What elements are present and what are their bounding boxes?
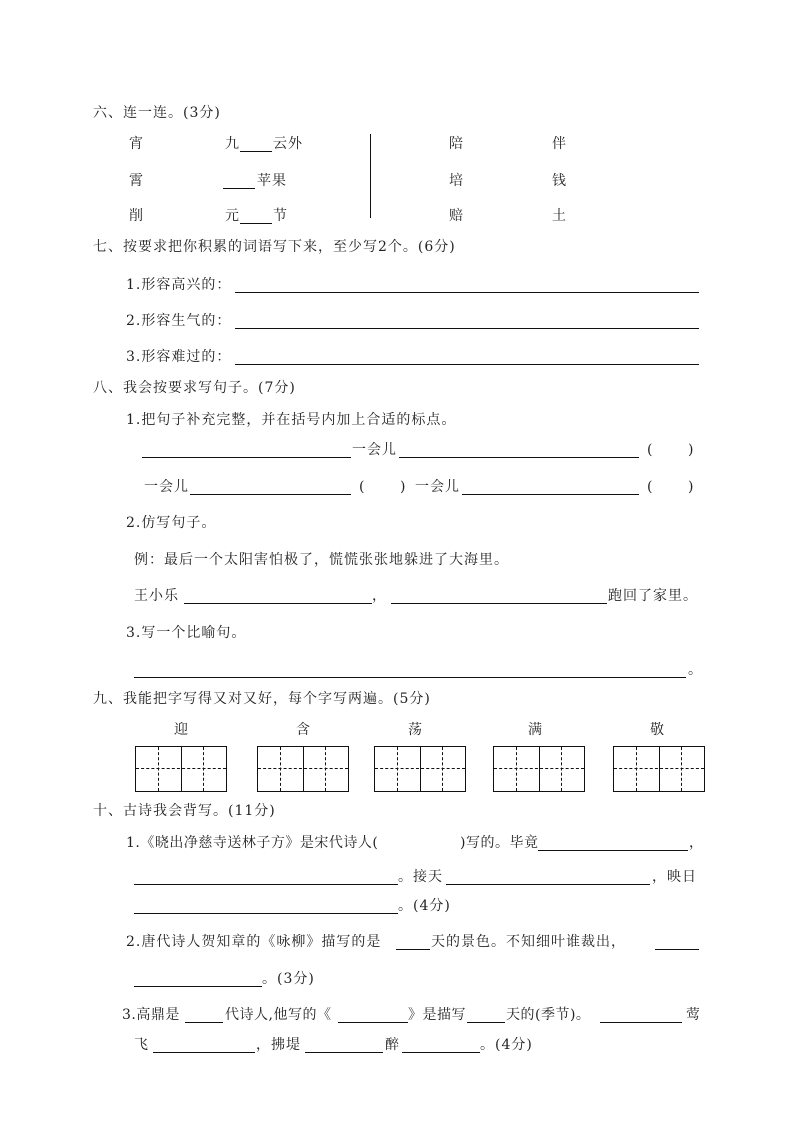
fill-text: 。: [688, 662, 703, 678]
answer-line[interactable]: [134, 986, 262, 987]
paren-close: ): [688, 479, 695, 495]
answer-line[interactable]: [391, 603, 607, 604]
practice-char: 迎: [174, 722, 189, 738]
poem-q3-text: 。(4分): [480, 1037, 533, 1053]
answer-line[interactable]: [538, 850, 688, 851]
writing-grid[interactable]: [135, 746, 227, 792]
phrase-suffix: 苹果: [257, 173, 287, 189]
right-char: 陪: [449, 136, 464, 152]
phrase-prefix: 元: [225, 208, 240, 224]
answer-line[interactable]: [305, 1052, 383, 1053]
answer-line[interactable]: [235, 364, 699, 365]
poem-q1-text: ，: [689, 835, 704, 851]
q2-prompt: 2.仿写句子。: [126, 515, 217, 531]
right-char: 土: [552, 208, 567, 224]
poem-q3-text: 醉: [385, 1037, 400, 1053]
paren-close: ): [400, 479, 407, 495]
answer-line[interactable]: [600, 1022, 682, 1023]
section7-heading: 七、按要求把你积累的词语写下来，至少写2个。(6分): [93, 239, 456, 255]
q1-prompt: 1.把句子补充完整，并在括号内加上合适的标点。: [126, 412, 457, 428]
poem-q3-text: 天的(季节)。: [506, 1007, 591, 1023]
word-prompt: 3.形容难过的：: [126, 349, 232, 365]
fill-text: ，: [372, 588, 387, 604]
poem-q3-text: 》是描写: [408, 1007, 466, 1023]
writing-grid[interactable]: [493, 746, 585, 792]
answer-line[interactable]: [190, 494, 351, 495]
right-char: 伴: [552, 136, 567, 152]
fill-text: 王小乐: [134, 588, 179, 604]
phrase-blank[interactable]: [240, 151, 272, 152]
writing-grid[interactable]: [613, 746, 705, 792]
poem-q3-text: 飞: [134, 1037, 149, 1053]
divider-line: [370, 134, 371, 218]
practice-char: 荡: [408, 722, 423, 738]
paren-open: (: [647, 479, 654, 495]
poem-q1-text: 1.《晓出净慈寺送林子方》是宋代诗人(: [126, 835, 379, 851]
answer-line[interactable]: [134, 913, 398, 914]
poem-q1-text: )写的。毕竟: [460, 835, 539, 851]
answer-line[interactable]: [399, 457, 639, 458]
q2-example: 例：最后一个太阳害怕极了，慌慌张张地躲进了大海里。: [134, 552, 509, 568]
answer-line[interactable]: [467, 1022, 505, 1023]
answer-line[interactable]: [396, 949, 430, 950]
answer-line[interactable]: [402, 1052, 480, 1053]
fill-text: 一会儿: [352, 442, 397, 458]
phrase-blank[interactable]: [223, 188, 255, 189]
practice-char: 含: [296, 722, 311, 738]
practice-char: 敬: [650, 722, 665, 738]
word-prompt: 1.形容高兴的：: [126, 277, 232, 293]
answer-line[interactable]: [134, 677, 686, 678]
fill-text: 跑回了家里。: [608, 588, 698, 604]
answer-line[interactable]: [462, 494, 639, 495]
right-char: 培: [449, 173, 464, 189]
word-prompt: 2.形容生气的：: [126, 313, 232, 329]
poem-q3-text: 3.高鼎是: [122, 1007, 180, 1023]
section6-heading: 六、连一连。(3分): [93, 105, 221, 121]
left-char: 霄: [129, 173, 144, 189]
answer-line[interactable]: [338, 1022, 408, 1023]
phrase-blank[interactable]: [240, 223, 272, 224]
section9-heading: 九、我能把字写得又对又好，每个字写两遍。(5分): [93, 691, 431, 707]
answer-line[interactable]: [235, 292, 699, 293]
answer-line[interactable]: [184, 603, 372, 604]
phrase-suffix: 节: [273, 208, 288, 224]
poem-q1-text: ，映日: [652, 869, 697, 885]
phrase-prefix: 九: [225, 136, 240, 152]
answer-line[interactable]: [655, 949, 699, 950]
answer-line[interactable]: [235, 328, 699, 329]
writing-grid[interactable]: [257, 746, 349, 792]
poem-q2-text: 。(3分): [262, 971, 315, 987]
poem-q3-text: 莺: [686, 1007, 701, 1023]
paren-open: (: [647, 442, 654, 458]
poem-q2-text: 2.唐代诗人贺知章的《咏柳》描写的是: [126, 934, 382, 950]
poem-q2-text: 天的景色。不知细叶谁裁出，: [431, 934, 626, 950]
poem-q1-text: 。接天: [398, 869, 443, 885]
left-char: 宵: [129, 136, 144, 152]
answer-line[interactable]: [134, 884, 398, 885]
paren-open: (: [359, 479, 366, 495]
q3-prompt: 3.写一个比喻句。: [126, 625, 247, 641]
section10-heading: 十、古诗我会背写。(11分): [93, 803, 276, 819]
practice-char: 满: [528, 722, 543, 738]
left-char: 削: [129, 208, 144, 224]
section8-heading: 八、我会按要求写句子。(7分): [93, 380, 296, 396]
right-char: 赔: [449, 208, 464, 224]
poem-q3-text: ，拂堤: [256, 1037, 301, 1053]
paren-close: ): [688, 442, 695, 458]
right-char: 钱: [552, 173, 567, 189]
poem-q1-text: 。(4分): [398, 898, 451, 914]
answer-line[interactable]: [153, 1052, 255, 1053]
phrase-suffix: 云外: [273, 136, 303, 152]
fill-text: 一会儿: [144, 479, 189, 495]
writing-grid[interactable]: [374, 746, 466, 792]
poem-q3-text: 代诗人,他写的《: [225, 1007, 332, 1023]
fill-text: 一会儿: [415, 479, 460, 495]
answer-line[interactable]: [446, 884, 650, 885]
answer-line[interactable]: [185, 1022, 223, 1023]
answer-line[interactable]: [142, 457, 351, 458]
